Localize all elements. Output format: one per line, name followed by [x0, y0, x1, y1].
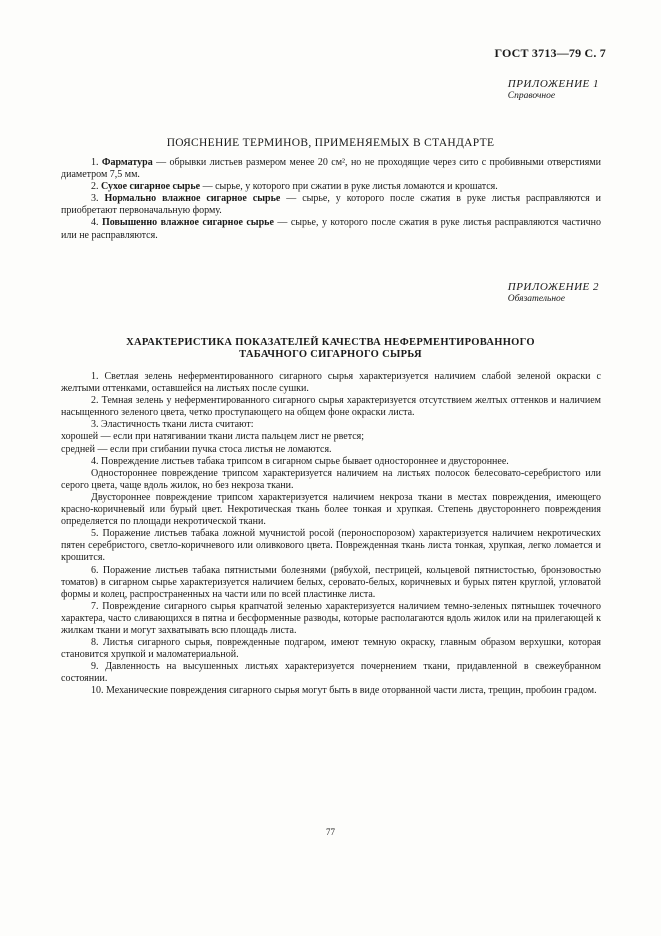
term-definition: — обрывки листьев размером менее 20 см², но не проходящие через сито с пробивными отверстиями диаметром 7,5 мм.	[61, 157, 602, 181]
paragraph: 6. Поражение листьев табака пятнистыми болезнями (рябухой, пестрицей, кольцевой пятнистостью, бронзовостью томатов) в сигарном сырье характеризуется наличием белых, серовато-белых, коричневых и бурых пятен круглой, угловатой формы и колец, распространенных на части или по всей пластинке листа.	[61, 564, 601, 600]
characteristics-text	[61, 371, 601, 698]
appendix-1-label	[508, 78, 599, 102]
term-number: 3.	[91, 193, 99, 205]
paragraph: Двустороннее повреждение трипсом характеризуется наличием некроза ткани в местах повреждения, имеющего красно-коричневый или бурый цвет. Некротическая ткань более тонкая и хрупкая. Степень двустороннего повреждения определяется по площади некротической ткани.	[61, 491, 601, 528]
appendix-2-title: ПРИЛОЖЕНИЕ 2	[507, 281, 599, 293]
term-name: Нормально влажное сигарное сырье	[104, 193, 281, 205]
term-name: Повышенно влажное сигарное сырье	[101, 217, 274, 229]
term-number: 4.	[91, 217, 99, 229]
terms-list	[61, 157, 601, 242]
section-2-title-line-1: ХАРАКТЕРИСТИКА ПОКАЗАТЕЛЕЙ КАЧЕСТВА НЕФЕРМЕНТИРОВАННОГО	[126, 337, 535, 348]
section-1-title: ПОЯСНЕНИЕ ТЕРМИНОВ, ПРИМЕНЯЕМЫХ В СТАНДАРТЕ	[166, 137, 495, 149]
paragraph: средней — если при сгибании пучка стоса листья не ломаются.	[61, 443, 332, 455]
paragraph: 9. Давленность на высушенных листьях характеризуется почернением ткани, придавленной в свежеубранном состоянии.	[61, 661, 601, 685]
term-definition: — сырье, у которого после сжатия в руке листья расправляются частично или не расправляются.	[61, 217, 601, 241]
paragraph: 7. Повреждение сигарного сырья крапчатой зеленью характеризуется наличием темно-зеленых пятнышек точечного характера, часто сливающихся в пятна и бесформенные разводы, которые располагаются вдоль жилок или на прилегающей к жилкам ткани и могут захватывать всю площадь листа.	[61, 600, 601, 636]
term-definition: — сырье, у которого при сжатии в руке листья ломаются и крошатся.	[200, 181, 498, 193]
paragraph: 8. Листья сигарного сырья, поврежденные подгаром, имеют темную окраску, главным образом верхушки, которая становится хрупкой и маломатериальной.	[61, 637, 601, 661]
term-name: Сухое сигарное сырье	[101, 181, 201, 193]
paragraph: Одностороннее повреждение трипсом характеризуется наличием на листьях полосок белесовато-серебристого или серого цвета, чаще вдоль жилок, но без некроза ткани.	[61, 467, 601, 491]
paragraph: 4. Повреждение листьев табака трипсом в сигарном сырье бывает одностороннее и двустороннее.	[91, 455, 509, 467]
paragraph: хорошей — если при натягивании ткани листа пальцем лист не рвется;	[61, 431, 365, 443]
appendix-2-subtitle: Обязательное	[507, 294, 566, 304]
term-number: 1.	[91, 157, 99, 168]
paragraph: 5. Поражение листьев табака ложной мучнистой росой (пероноспорозом) характеризуется наличием некротических пятен серебристого, светло-коричневого или оливкового цвета. Поврежденная ткань листа тонкая, хрупкая, легко ломается и крошится.	[61, 528, 601, 564]
term-number: 2.	[91, 181, 99, 193]
appendix-1-subtitle: Справочное	[507, 91, 556, 101]
paragraph: 1. Светлая зелень неферментированного сигарного сырья характеризуется наличием слабой зеленой окраски с желтыми оттенками, оставшейся на листьях после сушки.	[61, 371, 601, 395]
section-2-title	[0, 337, 661, 361]
standard-header: ГОСТ 3713—79 С. 7	[494, 46, 606, 60]
paragraph: 10. Механические повреждения сигарного сырья могут быть в виде оторванной части листа, трещин, пробоин градом.	[91, 685, 597, 697]
term-item	[61, 217, 601, 241]
term-item	[61, 181, 601, 193]
term-item	[61, 157, 601, 181]
paragraph: 2. Темная зелень у неферментированного сигарного сырья характеризуется отсутствием желтых оттенков и наличием насыщенного зеленого цвета, четко проступающего на общем фоне окраски листа.	[61, 395, 601, 419]
paragraph: 3. Эластичность ткани листа считают:	[91, 419, 254, 431]
appendix-2-label	[508, 281, 599, 305]
page-number: 77	[326, 827, 335, 837]
term-item	[61, 193, 601, 217]
appendix-1-title: ПРИЛОЖЕНИЕ 1	[507, 78, 599, 90]
term-definition: — сырье, у которого после сжатия в руке листья расправляются и приобретают первоначальную форму.	[61, 193, 601, 217]
term-name: Фарматура	[101, 157, 153, 168]
section-2-title-line-2: ТАБАЧНОГО СИГАРНОГО СЫРЬЯ	[239, 349, 422, 360]
